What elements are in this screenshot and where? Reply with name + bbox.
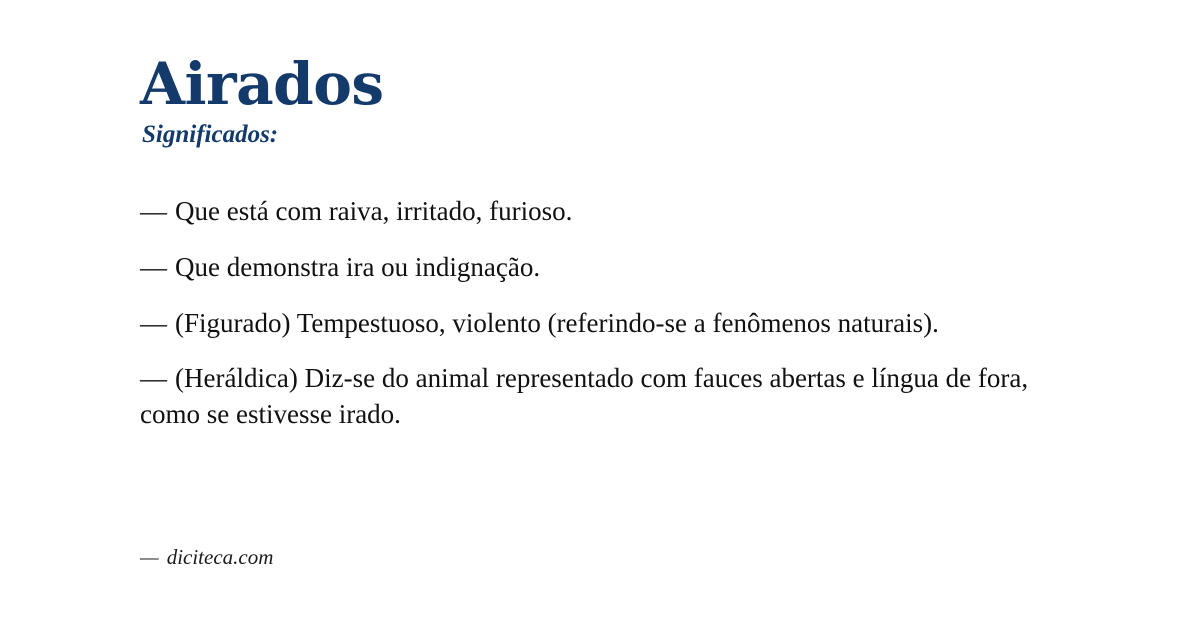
bullet-dash-icon: — xyxy=(140,196,167,227)
definition-text: Que demonstra ira ou indignação. xyxy=(175,252,541,283)
source-text: diciteca.com xyxy=(166,545,274,569)
list-item xyxy=(140,306,1080,342)
list-item xyxy=(140,361,1080,432)
list-item xyxy=(140,194,1080,230)
page-title: Airados xyxy=(140,50,384,118)
definition-text: (Figurado) Tempestuoso, violento (referindo-se a fenômenos naturais). xyxy=(175,307,939,338)
bullet-dash-icon: — xyxy=(140,363,167,394)
list-item xyxy=(140,250,1080,286)
bullet-dash-icon: — xyxy=(140,252,167,283)
source-dash-icon: — xyxy=(140,545,159,569)
section-label: Significados: xyxy=(142,120,279,148)
definition-list xyxy=(140,194,1080,432)
definition-text: Que está com raiva, irritado, furioso. xyxy=(175,196,573,227)
source-attribution xyxy=(140,545,273,570)
definition-text: (Heráldica) Diz-se do animal representado com fauces abertas e língua de fora, como se estivesse irado. xyxy=(140,363,1029,429)
bullet-dash-icon: — xyxy=(140,307,167,338)
